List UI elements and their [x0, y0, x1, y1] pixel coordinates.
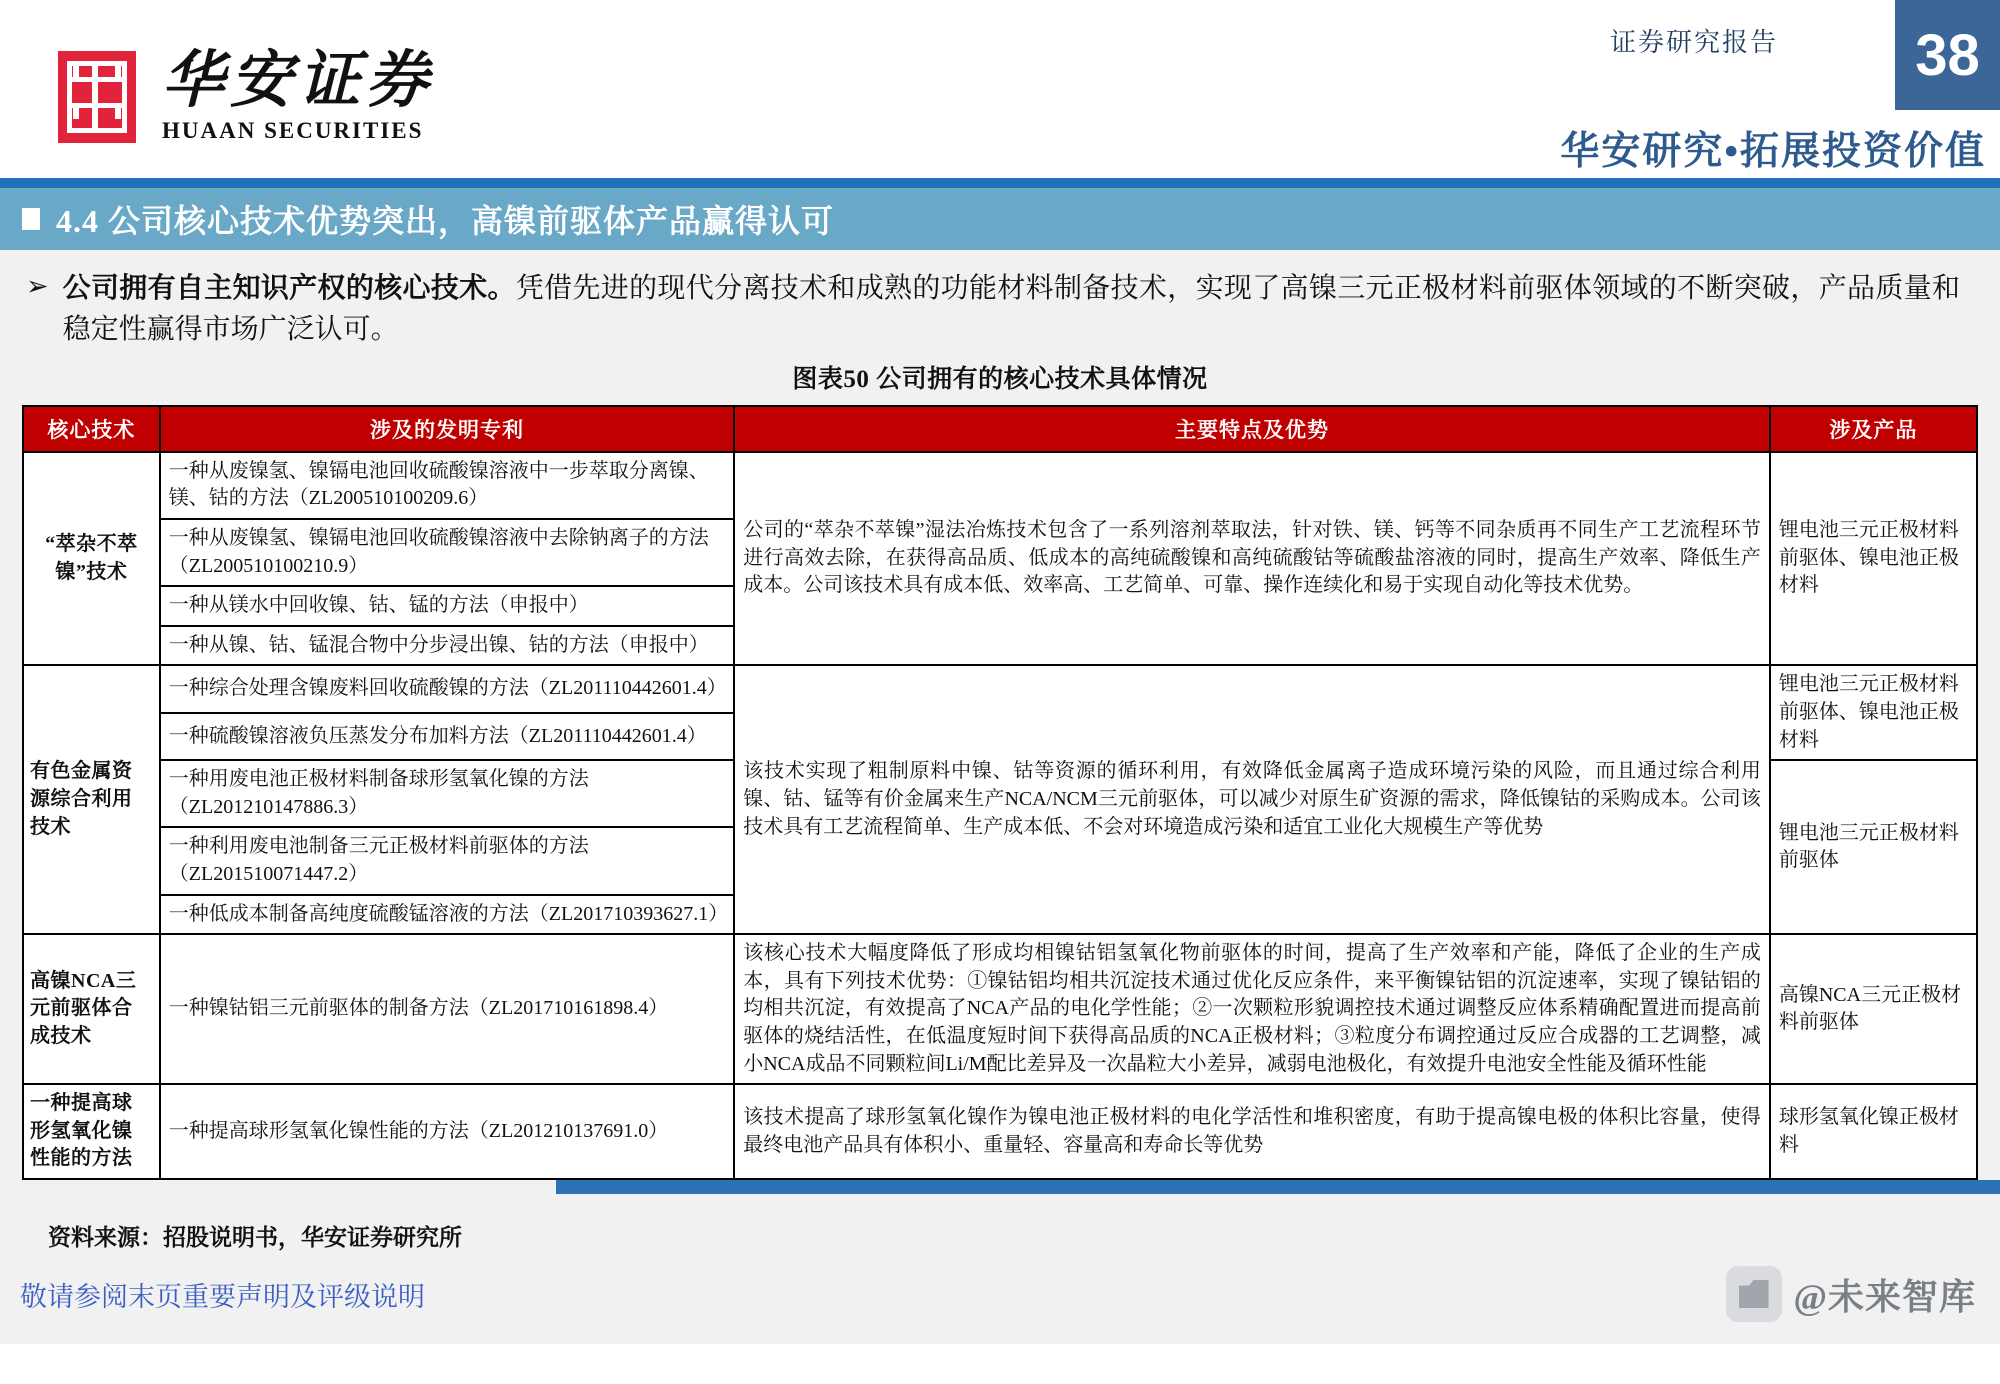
cell-feature: 该技术提高了球形氢氧化镍作为镍电池正极材料的电化学活性和堆积密度，有助于提高镍电极的体积比容量，使得最终电池产品具有体积小、重量轻、容量高和寿命长等优势 [734, 1084, 1770, 1179]
core-technology-table-wrap [0, 405, 2000, 1180]
cell-feature: 该技术实现了粗制原料中镍、钴等资源的循环利用，有效降低金属离子造成环境污染的风险，而且通过综合利用镍、钴、锰等有价金属来生产NCA/NCM三元前驱体，可以减少对原生矿资源的需求，降低镍钴的采购成本。公司该技术具有工艺流程简单、生产成本低、不会对环境造成污染和适宜工业化大规模生产等优势 [734, 665, 1770, 934]
page-header [0, 0, 2000, 178]
table-row [23, 452, 1977, 519]
figure-title: 图表50 公司拥有的核心技术具体情况 [792, 365, 1208, 393]
page-number-badge: 38 [1895, 0, 2000, 110]
cell-tech-name: 一种提高球形氢氧化镍性能的方法 [23, 1084, 160, 1179]
bullet-square-icon [22, 208, 40, 230]
core-technology-table [22, 405, 1978, 1180]
logo-english-name: HUAAN SECURITIES [162, 118, 424, 144]
logo-chinese-name: 华安证券 [162, 47, 435, 115]
logo-inner-bars [67, 61, 127, 133]
cell-patent: 一种用废电池正极材料制备球形氢氧化镍的方法（ZL201210147886.3） [160, 760, 734, 827]
cell-tech-name: “萃杂不萃镍”技术 [23, 452, 160, 666]
cell-tech-name: 有色金属资源综合利用技术 [23, 665, 160, 934]
arrow-bullet-icon: ➢ [26, 271, 49, 302]
footer-accent-bar [556, 1180, 2000, 1194]
col-header-patents: 涉及的发明专利 [160, 406, 734, 452]
cell-product: 锂电池三元正极材料前驱体、镍电池正极材料 [1770, 665, 1977, 760]
intro-paragraph [0, 250, 2000, 351]
table-row [23, 1084, 1977, 1179]
table-row [23, 665, 1977, 712]
cell-patent: 一种从镁水中回收镍、钴、锰的方法（申报中） [160, 586, 734, 626]
cell-feature: 该核心技术大幅度降低了形成均相镍钴铝氢氧化物前驱体的时间，提高了生产效率和产能，降低了企业的生产成本，具有下列技术优势：①镍钴铝均相共沉淀技术通过优化反应条件，来平衡镍钴铝的沉淀速率，实现了镍钴铝的均相共沉淀，有效提高了NCA产品的电化学性能；②一次颗粒形貌调控技术通过调整反应体系精确配置进而提高前驱体的烧结活性，在低温度短时间下获得高品质的NCA正极材料；③粒度分布调控通过反应合成器的工艺调整，减小NCA成品不同颗粒间Li/M配比差异及一次晶粒大小差异，减弱电池极化，有效提升电池安全性能及循环性能 [734, 934, 1770, 1084]
cell-feature: 公司的“萃杂不萃镍”湿法冶炼技术包含了一系列溶剂萃取法，针对铁、镁、钙等不同杂质再不同生产工艺流程环节进行高效去除，在获得高品质、低成本的高纯硫酸镍和高纯硫酸钴等硫酸盐溶液的同时，提高生产效率、降低生产成本。公司该技术具有成本低、效率高、工艺简单、可靠、操作连续化和易于实现自动化等技术优势。 [734, 452, 1770, 666]
huaan-logo-mark-icon [58, 51, 136, 143]
cell-patent: 一种提高球形氢氧化镍性能的方法（ZL201210137691.0） [160, 1084, 734, 1179]
cell-patent: 一种镍钴铝三元前驱体的制备方法（ZL201710161898.4） [160, 934, 734, 1084]
cell-patent: 一种低成本制备高纯度硫酸锰溶液的方法（ZL201710393627.1） [160, 895, 734, 935]
section-title-text: 4.4 公司核心技术优势突出，高镍前驱体产品赢得认可 [56, 203, 835, 239]
intro-bold-lead: 公司拥有自主知识产权的核心技术。 [62, 273, 516, 304]
page-content [0, 250, 2000, 1344]
intro-paragraph-text [63, 268, 1960, 351]
table-header-row [23, 406, 1977, 452]
watermark-icon [1726, 1266, 1782, 1322]
accent-bar [0, 178, 2000, 188]
col-header-core-tech: 核心技术 [23, 406, 160, 452]
cell-patent: 一种从废镍氢、镍镉电池回收硫酸镍溶液中去除钠离子的方法（ZL200510100210.9） [160, 519, 734, 586]
section-title-bar [0, 188, 2000, 250]
disclaimer-link[interactable]: 敬请参阅末页重要声明及评级说明 [20, 1282, 425, 1312]
company-logo [58, 47, 435, 144]
cell-patent: 一种从镍、钴、锰混合物中分步浸出镍、钴的方法（申报中） [160, 626, 734, 666]
cell-patent: 一种利用废电池制备三元正极材料前驱体的方法（ZL201510071447.2） [160, 827, 734, 894]
col-header-features: 主要特点及优势 [734, 406, 1770, 452]
cell-product: 高镍NCA三元正极材料前驱体 [1770, 934, 1977, 1084]
intro-rest: 凭借先进的现代分离技术和成熟的功能材料制备技术，实现了高镍三元正极材料前驱体领域的不断突破，产品质量和稳定性赢得市场广泛认可。 [62, 273, 1960, 346]
cell-tech-name: 高镍NCA三元前驱体合成技术 [23, 934, 160, 1084]
cell-product: 球形氢氧化镍正极材料 [1770, 1084, 1977, 1179]
company-slogan: 华安研究•拓展投资价值 [1560, 130, 1986, 173]
col-header-products: 涉及产品 [1770, 406, 1977, 452]
cell-patent: 一种综合处理含镍废料回收硫酸镍的方法（ZL201110442601.4） [160, 665, 734, 712]
cell-patent: 一种硫酸镍溶液负压蒸发分布加料方法（ZL201110442601.4） [160, 713, 734, 760]
report-type-label: 证券研究报告 [1609, 28, 1778, 57]
watermark-text: @未来智库 [1793, 1276, 1976, 1317]
cell-product: 锂电池三元正极材料前驱体、镍电池正极材料 [1770, 452, 1977, 666]
logo-text-block [162, 47, 435, 144]
cell-product: 锂电池三元正极材料前驱体 [1770, 760, 1977, 934]
watermark [1726, 1266, 1977, 1322]
source-note: 资料来源：招股说明书，华安证券研究所 [48, 1225, 462, 1250]
table-row [23, 934, 1977, 1084]
cell-patent: 一种从废镍氢、镍镉电池回收硫酸镍溶液中一步萃取分离镍、镁、钴的方法（ZL200510100209.6） [160, 452, 734, 519]
